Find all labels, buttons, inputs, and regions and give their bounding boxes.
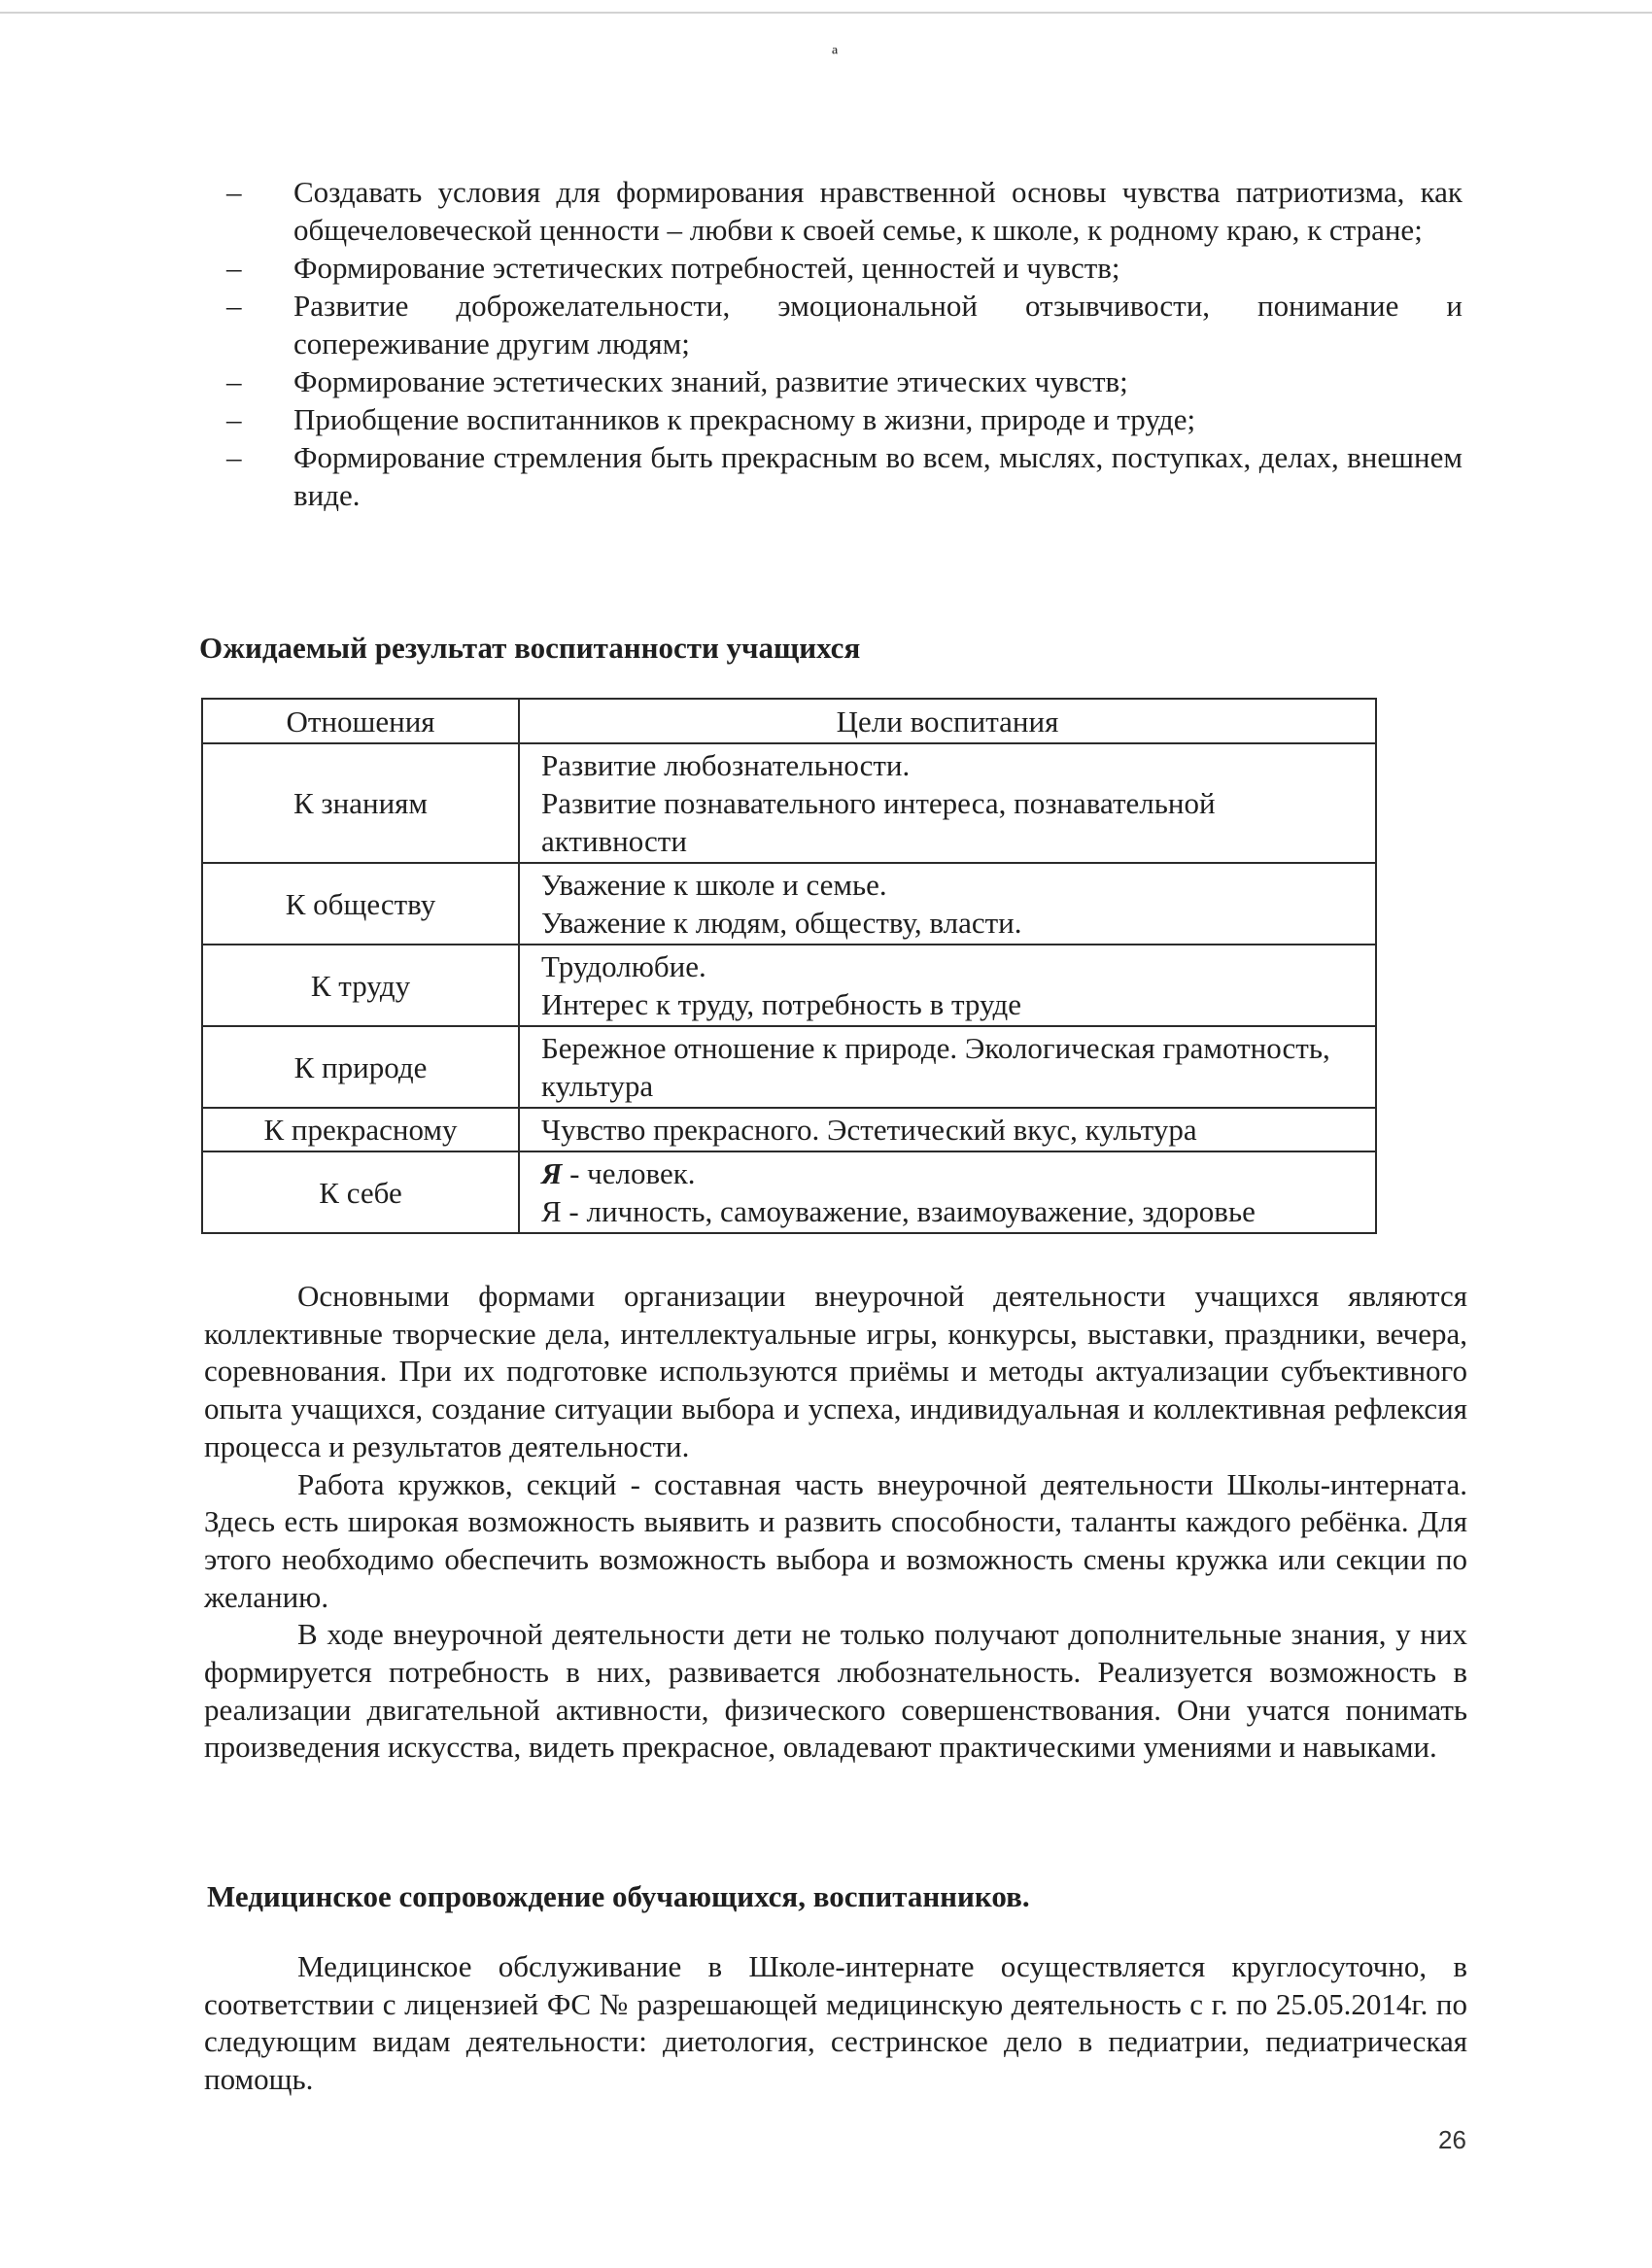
relation-cell: К себе (202, 1151, 519, 1233)
dash-marker: – (226, 251, 242, 285)
goal-line: Развитие познавательного интереса, познавательной активности (541, 786, 1216, 858)
goals-cell (519, 1108, 1376, 1151)
goal-line: Развитие любознательности. (541, 748, 911, 782)
list-item (199, 173, 1463, 249)
list-item-text: Создавать условия для формирования нравственной основы чувства патриотизма, как общечеловеческой ценности – любви к своей семье, к школе, к родному краю, к стране; (293, 175, 1463, 247)
list-item-text: Формирование стремления быть прекрасным во всем, мыслях, поступках, делах, внешнем виде. (293, 440, 1463, 512)
dash-marker: – (226, 175, 242, 209)
medical-section (204, 1948, 1467, 2099)
body-paragraphs (204, 1278, 1467, 1767)
list-item-text: Формирование эстетических знаний, развитие этических чувств; (293, 364, 1128, 398)
paragraph: Работа кружков, секций - составная часть внеурочной деятельности Школы-интерната. Здесь есть широкая возможность выявить и развить способности, таланты каждого ребёнка. Для этого необходимо обеспечить возможность выбора и возможность смены кружка или секции по желанию. (204, 1466, 1467, 1614)
section-title-medical: Медицинское сопровождение обучающихся, воспитанников. (207, 1879, 1030, 1913)
scan-mark: ª (832, 43, 839, 67)
results-table (201, 698, 1377, 1234)
relation-cell: К труду (202, 945, 519, 1026)
column-header-relations: Отношения (202, 699, 519, 743)
relation-cell: К знаниям (202, 743, 519, 863)
relation-cell: К природе (202, 1026, 519, 1108)
goal-line: Я - личность, самоуважение, взаимоуважение, здоровье (541, 1194, 1256, 1228)
goal-line: Интерес к труду, потребность в труде (541, 987, 1022, 1021)
goal-line (541, 1154, 1365, 1192)
paragraph: В ходе внеурочной деятельности дети не только получают дополнительные знания, у них формируется потребность в них, развивается любознательность. Реализуется возможность в реализации двигательной активности, физического совершенствования. Они учатся понимать произведения искусства, видеть прекрасное, овладевают практическими умениями и навыками. (204, 1617, 1467, 1765)
table-row (202, 1151, 1376, 1233)
list-item (199, 287, 1463, 362)
goals-cell (519, 1151, 1376, 1233)
list-item-text: Развитие доброжелательности, эмоциональной отзывчивости, понимание и сопереживание другим людям; (293, 289, 1463, 361)
goal-line: Трудолюбие. (541, 949, 706, 983)
scan-edge-line (0, 12, 1652, 14)
table-row (202, 743, 1376, 863)
column-header-goals: Цели воспитания (519, 699, 1376, 743)
dash-marker: – (226, 402, 242, 436)
table-row (202, 863, 1376, 945)
paragraph: Медицинское обслуживание в Школе-интернате осуществляется круглосуточно, в соответствии с лицензией ФС № разрешающей медицинскую деятельность с г. по 25.05.2014г. по следующим видам деятельности: диетология, сестринское дело в педиатрии, педиатрическая помощь. (204, 1949, 1467, 2097)
table-row (202, 1026, 1376, 1108)
list-item-text: Формирование эстетических потребностей, ценностей и чувств; (293, 251, 1120, 285)
goal-line: Уважение к школе и семье. (541, 868, 887, 902)
goal-line: Чувство прекрасного. Эстетический вкус, культура (541, 1113, 1197, 1147)
list-item-text: Приобщение воспитанников к прекрасному в жизни, природе и труде; (293, 402, 1196, 436)
paragraph: Основными формами организации внеурочной деятельности учащихся являются коллективные творческие дела, интеллектуальные игры, конкурсы, выставки, праздники, вечера, соревнования. При их подготовке используются приёмы и методы актуализации субъективного опыта учащихся, создание ситуации выбора и успеха, индивидуальная и коллективная рефлексия процесса и результатов деятельности. (204, 1279, 1467, 1463)
goals-cell (519, 743, 1376, 863)
page-number: 26 (1438, 2125, 1466, 2154)
relation-cell: К прекрасному (202, 1108, 519, 1151)
goal-line: Уважение к людям, обществу, власти. (541, 906, 1022, 940)
goal-line: Бережное отношение к природе. Экологическая грамотность, культура (541, 1031, 1330, 1103)
dash-marker: – (226, 364, 242, 398)
goal-emphasis: Я (541, 1156, 563, 1190)
list-item (199, 249, 1463, 287)
section-title-expected-result: Ожидаемый результат воспитанности учащихся (199, 631, 861, 665)
dash-marker: – (226, 440, 242, 474)
relation-cell: К обществу (202, 863, 519, 945)
goal-line-rest: - человек. (562, 1156, 696, 1190)
list-item (199, 438, 1463, 514)
list-item (199, 400, 1463, 438)
bullet-list (199, 173, 1463, 514)
table-header-row (202, 699, 1376, 743)
goals-cell (519, 945, 1376, 1026)
dash-marker: – (226, 289, 242, 323)
goals-cell (519, 1026, 1376, 1108)
table-row (202, 945, 1376, 1026)
list-item (199, 362, 1463, 400)
goals-cell (519, 863, 1376, 945)
table-row (202, 1108, 1376, 1151)
